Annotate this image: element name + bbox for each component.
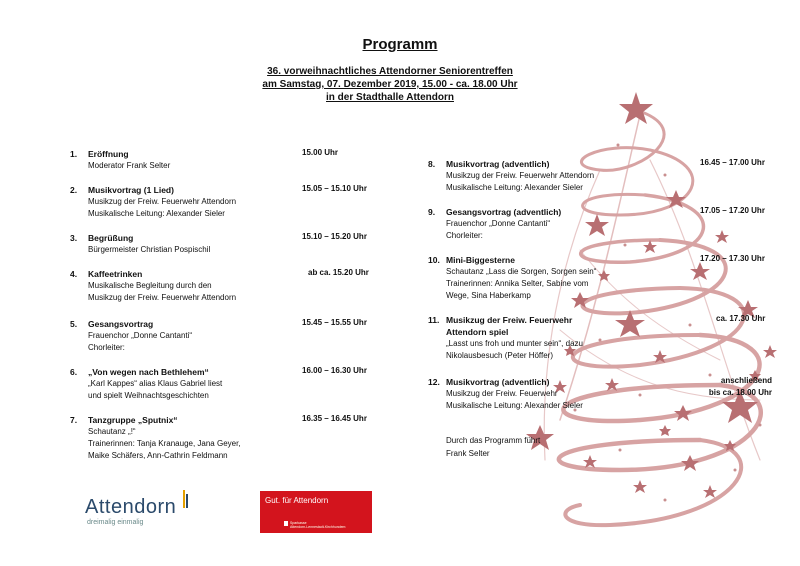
item-time: ab ca. 15.20 Uhr [308,268,369,277]
item-time: anschließend [720,376,772,385]
item-detail: Bürgermeister Christian Pospischil [88,245,211,254]
item-detail: Trainerinnen: Tanja Kranauge, Jana Geyer, [88,439,241,448]
item-detail: Musikzug der Freiw. Feuerwehr Attendorn [88,197,237,206]
program-item [70,268,310,304]
sparkasse-name-line: Sparkasse [290,521,307,525]
sparkasse-mark-icon [284,521,288,526]
item-time: 15.00 Uhr [302,148,339,157]
item-detail: Maike Schäfers, Ann-Cathrin Feldmann [88,451,228,460]
program-item [70,184,310,220]
item-title: Mini-Biggesterne [446,255,515,265]
page-title: Programm [362,36,438,53]
program-item [428,314,668,362]
item-title: Eröffnung [88,149,129,159]
item-number: 4. [70,269,78,279]
item-detail: Chorleiter: [88,343,125,352]
item-time: 15.45 – 15.55 Uhr [302,318,367,327]
sparkle-dot [617,144,620,147]
program-item [70,366,310,402]
sparkasse-slogan: Gut. für Attendorn [265,496,329,505]
star-icon [681,455,699,471]
item-number: 8. [428,159,436,169]
star-icon [659,425,671,436]
program-item [428,254,668,302]
item-detail: Musikalische Leitung: Alexander Sieler [446,401,583,410]
item-title: Musikvortrag (1 Lied) [88,185,174,195]
closing-line: Frank Selter [446,449,490,458]
star-icon [763,345,777,358]
item-detail: Musikalische Leitung: Alexander Sieler [446,183,583,192]
closing-line: Durch das Programm führt [446,436,541,445]
item-detail: „Karl Kappes“ alias Klaus Gabriel liest [88,379,223,388]
sparkle-dot [759,424,762,427]
item-time: 16.45 – 17.00 Uhr [700,158,765,167]
star-icon [633,480,647,493]
item-number: 7. [70,415,78,425]
item-number: 5. [70,319,78,329]
item-detail: Wege, Sina Haberkamp [446,291,531,300]
item-title: Gesangsvortrag [88,319,154,329]
item-time: 16.00 – 16.30 Uhr [302,366,367,375]
program-item [70,318,310,354]
program-item [70,414,310,462]
star-icon [715,230,729,243]
item-detail: Musikzug der Freiw. Feuerwehr Attendorn [446,171,595,180]
item-detail: und spielt Weihnachtsgeschichten [88,391,209,400]
item-detail: Moderator Frank Selter [88,161,171,170]
star-icon [674,405,692,421]
item-detail: Musikalische Begleitung durch den [88,281,212,290]
program-item [70,232,310,256]
item-detail: Schautanz „!“ [88,427,136,436]
item-detail: Frauenchor „Donne Cantanti“ [446,219,551,228]
program-item [428,376,668,412]
item-title: Attendorn spiel [446,327,509,337]
item-number: 2. [70,185,78,195]
tower-icon [177,488,193,510]
item-title: Kaffeetrinken [88,269,143,279]
sparkasse-name-line: Attendorn-Lennestadt-Kirchhundem [290,525,346,529]
item-detail: Musikzug der Freiw. Feuerwehr Attendorn [88,293,237,302]
subtitle-line-2: am Samstag, 07. Dezember 2019, 15.00 - ca. 18.00 Uhr [262,79,518,90]
sparkle-dot [689,324,692,327]
item-title: Tanzgruppe „Sputnix“ [88,415,178,425]
item-number: 11. [428,315,440,325]
item-number: 10. [428,255,440,265]
sparkle-dot [664,499,667,502]
program-item [428,158,668,194]
item-title: Musikzug der Freiw. Feuerwehr [446,315,573,325]
sparkasse-name [290,521,345,529]
item-detail: Nikolausbesuch (Peter Höffer) [446,351,554,360]
sparkle-dot [734,469,737,472]
item-number: 6. [70,367,78,377]
item-detail: Chorleiter: [446,231,483,240]
item-title: Begrüßung [88,233,134,243]
subtitle-line-1: 36. vorweihnachtliches Attendorner Seniorentreffen [267,66,513,77]
item-title: Musikvortrag (adventlich) [446,159,550,169]
attendorn-wordmark: Attendorn [85,496,177,518]
item-title: Gesangsvortrag (adventlich) [446,207,562,217]
attendorn-tagline: dreimalig einmalig [87,519,144,526]
item-detail: Schautanz „Lass die Sorgen, Sorgen sein“ [446,267,597,276]
program-item [70,148,310,172]
star-icon [703,485,717,498]
item-time: 16.35 – 16.45 Uhr [302,414,367,423]
item-number: 3. [70,233,78,243]
item-detail: Frauenchor „Donne Cantanti“ [88,331,193,340]
item-detail: Musikalische Leitung: Alexander Sieler [88,209,225,218]
item-time: 15.05 – 15.10 Uhr [302,184,367,193]
item-title: Musikvortrag (adventlich) [446,377,550,387]
item-number: 12. [428,377,440,387]
program-item [428,206,668,242]
item-detail: Musikzug der Freiw. Feuerwehr [446,389,558,398]
item-time: bis ca. 18.00 Uhr [708,388,772,397]
item-time: ca. 17.30 Uhr [716,314,766,323]
item-time: 15.10 – 15.20 Uhr [302,232,367,241]
subtitle-line-3: in der Stadthalle Attendorn [326,92,454,103]
item-number: 1. [70,149,78,159]
sparkasse-logo [260,491,372,533]
item-detail: „Lasst uns froh und munter sein“, dazu [446,339,583,348]
item-number: 9. [428,207,436,217]
item-time: 17.20 – 17.30 Uhr [700,254,765,263]
attendorn-logo [85,488,215,533]
sparkle-dot [624,244,627,247]
item-detail: Trainerinnen: Annika Selter, Sabine vom [446,279,589,288]
item-time: 17.05 – 17.20 Uhr [700,206,765,215]
item-title: „Von wegen nach Bethlehem“ [88,367,209,377]
closing-note [446,434,646,460]
